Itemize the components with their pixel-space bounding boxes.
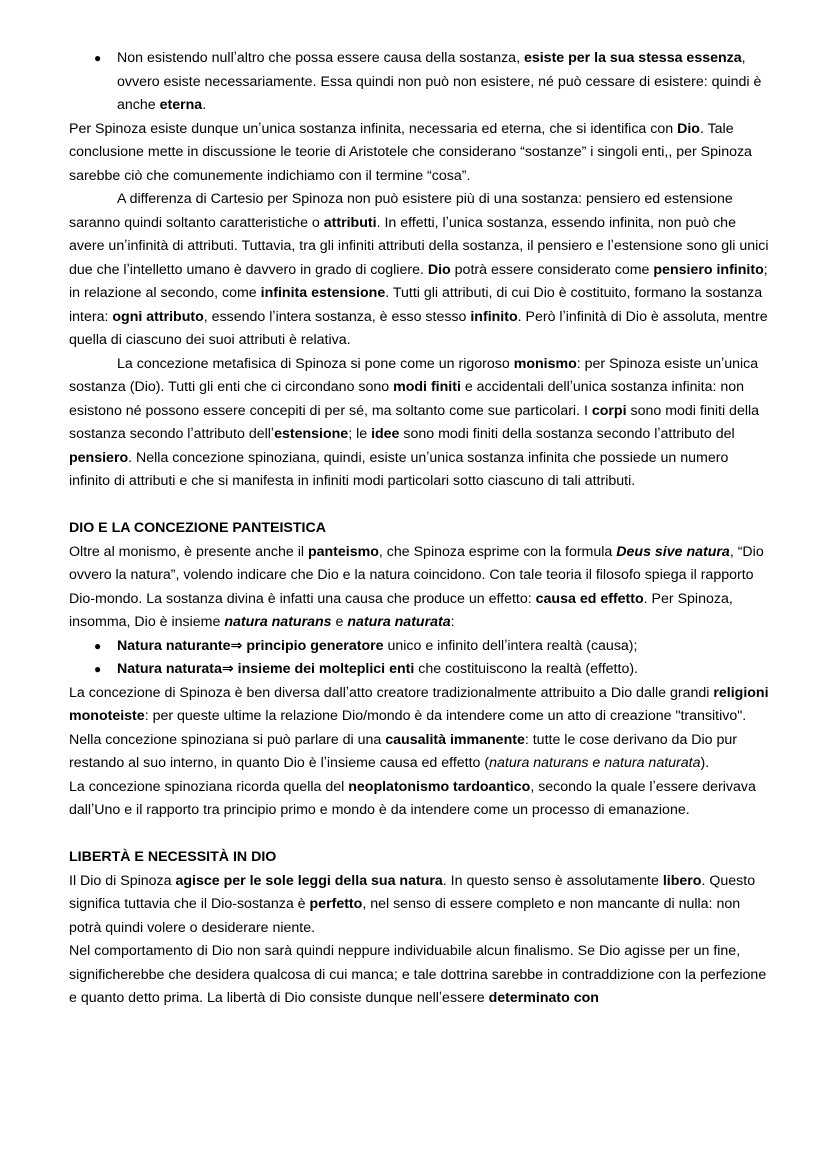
paragraph-neoplatonism: La concezione spinoziana ricorda quella del neoplatonismo tardoantico, secondo la quale lʼessere derivava dallʼUno e il rapporto tra principio primo e mondo è da intendere come un processo di emanazione.	[69, 778, 756, 818]
paragraph-freedom: Il Dio di Spinoza agisce per le sole leggi della sua natura. In questo senso è assolutamente libero. Questo significa tuttavia che il Dio-sostanza è perfetto, nel senso di essere completo e non mancante di nulla: non potrà quindi volere o desiderare niente.	[69, 872, 756, 936]
bullet-icon: ●	[94, 638, 102, 653]
section-heading-freedom: LIBERTÀ E NECESSITÀ IN DIO	[69, 849, 277, 865]
list-item: ● Natura naturata⇒ insieme dei molteplici enti che costituiscono la realtà (effetto).	[69, 658, 769, 682]
bullet-icon: ●	[94, 51, 102, 65]
bullet-list-top	[69, 47, 769, 118]
paragraph-immanent-causality: La concezione di Spinoza è ben diversa dallʼatto creatore tradizionalmente attribuito a Dio dalle grandi religioni monoteiste: per queste ultime la relazione Dio/mondo è da intendere come un atto di creazione "transitivo". Nella concezione spinoziana si può parlare di una causalità immanente: tutte le cose derivano da Dio pur restando al suo interno, in quanto Dio è lʼinsieme causa ed effetto (natura naturans e natura naturata).	[69, 684, 769, 771]
spacer	[69, 494, 769, 518]
document-body	[69, 47, 769, 1011]
list-item: ● Natura naturante⇒ principio generatore unico e infinito dellʼintera realtà (causa);	[69, 635, 769, 659]
bullet-icon: ●	[94, 662, 102, 676]
paragraph-finalism: Nel comportamento di Dio non sarà quindi neppure individuabile alcun finalismo. Se Dio agisse per un fine, significherebbe che desidera qualcosa di cui manca; e tale dottrina sarebbe in contraddizione con la perfezione e quanto detto prima. La libertà di Dio consiste dunque nellʼessere determinato con	[69, 943, 767, 1006]
bullet-list-natura	[69, 635, 769, 682]
list-item: ● Non esistendo nullʼaltro che possa essere causa della sostanza, esiste per la sua stessa essenza, ovvero esiste necessariamente. Essa quindi non può non esistere, né può cessare di esistere: quindi è anche eterna.	[69, 47, 769, 118]
paragraph-monism: La concezione metafisica di Spinoza si pone come un rigoroso monismo: per Spinoza esiste unʼunica sostanza (Dio). Tutti gli enti che ci circondano sono modi finiti e accidentali dellʼunica sostanza infinita: non esistono né possono essere concepiti di per sé, ma soltanto come sue particolari. I corpi sono modi finiti della sostanza secondo lʼattributo dellʼestensione; le idee sono modi finiti della sostanza secondo lʼattributo del pensiero. Nella concezione spinoziana, quindi, esiste unʼunica sostanza infinita che possiede un numero infinito di attributi e che si manifesta in infiniti modi particolari sotto ciascuno di tali attributi.	[69, 355, 760, 489]
paragraph-attributes: A differenza di Cartesio per Spinoza non può esistere più di una sostanza: pensiero ed estensione saranno quindi soltanto caratteristiche o attributi. In effetti, lʼunica sostanza, essendo infinita, non può che avere unʼinfinità di attributi. Tuttavia, tra gli infiniti attributi della sostanza, il pensiero e lʼestensione sono gli unici due che lʼintelletto umano è davvero in grado di cogliere. Dio potrà essere considerato come pensiero infinito; in relazione al secondo, come infinita estensione. Tutti gli attributi, di cui Dio è costituito, formano la sostanza intera: ogni attributo, essendo lʼintera sostanza, è esso stesso infinito. Però lʼinfinità di Dio è assoluta, mentre quella di ciascuno dei suoi attributi è relativa.	[69, 191, 769, 348]
spacer	[69, 823, 769, 847]
paragraph-substance: Per Spinoza esiste dunque unʼunica sostanza infinita, necessaria ed eterna, che si identifica con Dio. Tale conclusione mette in discussione le teorie di Aristotele che considerano “sostanze” i singoli enti,, per Spinoza sarebbe ciò che comunemente indichiamo con il termine “cosa”.	[69, 120, 752, 184]
paragraph-pantheism: Oltre al monismo, è presente anche il panteismo, che Spinoza esprime con la formula Deus sive natura, “Dio ovvero la natura”, volendo indicare che Dio e la natura coincidono. Con tale teoria il filosofo spiega il rapporto Dio-mondo. La sostanza divina è infatti una causa che produce un effetto: causa ed effetto. Per Spinoza, insomma, Dio è insieme natura naturans e natura naturata:	[69, 543, 764, 630]
section-heading-pantheism: DIO E LA CONCEZIONE PANTEISTICA	[69, 520, 326, 536]
